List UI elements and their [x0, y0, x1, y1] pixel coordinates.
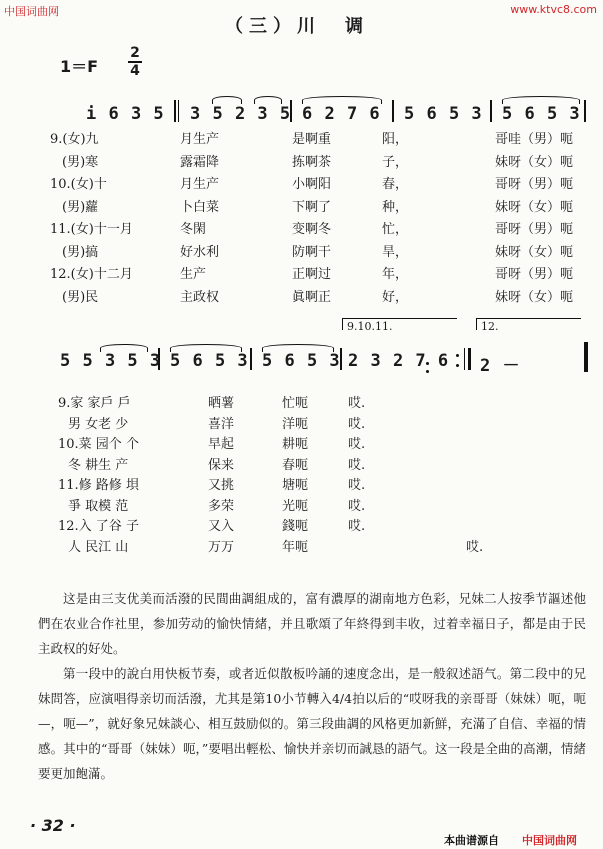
lyric-cell: 露霜降 [180, 154, 220, 170]
lyric-cell: 保来 [208, 457, 235, 473]
lyric-cell: 种， [382, 199, 409, 215]
lyric-cell: 哎. [348, 519, 366, 534]
lyric-cell: 男 女老 少 [68, 416, 129, 432]
lyric-cell: 錢呃 [282, 519, 309, 534]
lyric-cell: 9.(女)九 [50, 132, 99, 147]
lyric-cell: 卜白菜 [180, 199, 220, 215]
paragraph-1: 这是由三支优美而活潑的民間曲調組成的，富有濃厚的湖南地方色彩，兄妹二人按季节謳述他們在农业合作社里，参加劳动的愉快情緒，并且歌頌了年終得到丰收，过着幸福日子，都是由于民主政权的好处。 [38, 591, 586, 656]
lyric-cell: 冬 耕生 产 [68, 457, 129, 473]
lyric-cell: 洋呃 [282, 416, 309, 432]
lyric-cell: 喜洋 [208, 416, 235, 432]
lyric-cell: 阳， [382, 132, 409, 147]
measure: 5 6 5 3 [262, 351, 341, 371]
lyric-cell: 早起 [208, 437, 235, 452]
lyric-cell: 11.修 路修 垻 [58, 478, 139, 493]
measure: 3 5 2 3 5 [190, 104, 292, 124]
lyric-cell: 12.(女)十二月 [50, 267, 133, 282]
lyric-cell: 妹呀（女）呃 [495, 244, 574, 260]
lyric-cell: 哎. [348, 437, 366, 452]
lyric-cell: 忙， [382, 222, 409, 237]
lyric-cell: 月生产 [180, 132, 220, 147]
measure: i 6 3 5 [86, 104, 165, 124]
lyric-cell: 哎. [348, 396, 366, 411]
lyric-cell: 是啊重 [292, 132, 332, 147]
lyric-cell: (男)搞 [62, 244, 99, 260]
lyric-cell: 晒薯 [208, 396, 235, 411]
lyric-cell: 眞啊正 [292, 289, 332, 305]
measure: 5 5 3 5 3 [60, 351, 162, 371]
lyric-cell: 光呃 [282, 498, 309, 514]
lyric-cell: 多荣 [208, 498, 235, 514]
lyric-cell: 好， [382, 289, 409, 305]
measure: 6 2 7 6 [302, 104, 381, 124]
lyric-cell: 年呃 [282, 539, 309, 555]
key-signature: 1＝F [60, 57, 99, 76]
volta-1: 9.10.11. [342, 318, 457, 330]
page-title: （三）川 调 [225, 16, 369, 37]
measure: 2 － [480, 356, 521, 376]
measure: 5 6 5 3 [170, 351, 249, 371]
lyric-cell: 年， [382, 267, 409, 282]
lyric-cell: 拣啊茶 [292, 154, 332, 170]
lyric-cell: 哥呀（男）呃 [495, 177, 574, 192]
lyric-cell: 哎. [348, 478, 366, 493]
lyric-cell: 妹呀（女）呃 [495, 199, 574, 215]
paragraph-2: 第一段中的說白用快板节奏，或者近似散板吟誦的速度念出，是一般叙述語气。第二段中的兄妹問答，应演唱得亲切而活潑，尤其是第10小节轉入4/4拍以后的“哎呀我的亲哥哥（妹妹）呃，呃—，呃—”，就好象兄妹談心、相互鼓励似的。第三段曲調的风格更加新鮮，充滿了自信、幸福的情感。其中的“哥哥（妹妹）呃，”要唱出輕松、愉快并亲切而誠恳的語气。这一段是全曲的高潮，情緒要更加飽滿。 [38, 666, 586, 781]
lyric-cell: (男)蘿 [62, 199, 99, 215]
lyric-cell: 10.菜 园个 个 [58, 437, 139, 452]
lyric-cell: 子， [382, 154, 409, 170]
time-denominator: 4 [130, 63, 140, 79]
lyric-cell: 冬閑 [180, 222, 207, 237]
lyric-cell: 哥呀（男）呃 [495, 222, 574, 237]
lyric-cell: 旱， [382, 244, 409, 260]
lyric-cell: 生产 [180, 267, 207, 282]
lyric-cell: 人 民江 山 [68, 539, 129, 555]
lyric-cell: (男)民 [62, 289, 99, 305]
lyric-cell: 哎. [348, 457, 366, 473]
lyric-cell: 哎. [348, 498, 366, 514]
lyric-cell: 妹呀（女）呃 [495, 154, 574, 170]
watermark-left: 中国词曲网 [4, 5, 59, 18]
lyric-cell: 正啊过 [292, 267, 332, 282]
lyric-cell: 10.(女)十 [50, 177, 107, 192]
measure: 2 3 2 7 6 [348, 351, 450, 371]
lyric-cell: 塘呃 [282, 478, 309, 493]
lyric-cell: 爭 取模 范 [68, 498, 129, 514]
time-signature [128, 46, 142, 78]
lyric-cell: 妹呀（女）呃 [495, 289, 574, 305]
lyric-cell: 月生产 [180, 177, 220, 192]
lyric-cell: 防啊干 [292, 244, 332, 260]
lyric-cell: 忙呃 [282, 396, 309, 411]
lyric-cell: 哥呀（男）呃 [495, 267, 574, 282]
lyric-cell: 变啊冬 [292, 222, 332, 237]
volta-2: 12. [476, 318, 581, 330]
lyric-cell: 春呃 [282, 457, 309, 473]
lyric-cell: 主政权 [180, 289, 220, 305]
lyric-cell: 小啊阳 [292, 177, 332, 192]
lyric-cell: 耕呃 [282, 437, 309, 452]
measure: 5 6 5 3 [502, 104, 581, 124]
lyric-cell: 又挑 [208, 478, 235, 493]
lyric-cell: 春， [382, 177, 409, 192]
lyric-cell: (男)寒 [62, 154, 99, 170]
measure: 5 6 5 3 [404, 104, 483, 124]
watermark-bottom: 中国词曲网 [522, 834, 577, 847]
lyric-cell: 9.家 家戶 戶 [58, 396, 131, 411]
lyric-cell: 哥哇（男）呃 [495, 132, 574, 147]
lyric-cell: 又入 [208, 519, 235, 534]
page-number: · 32 · [30, 816, 76, 835]
lyric-cell: 12.入 了谷 子 [58, 519, 139, 534]
watermark-right: www.ktvc8.com [510, 3, 597, 16]
time-numerator: 2 [130, 45, 140, 61]
source-note: 本曲谱源自 [444, 834, 499, 847]
lyric-cell: 哎. [466, 539, 484, 555]
lyric-cell: 11.(女)十一月 [50, 222, 133, 237]
lyric-cell: 哎. [348, 416, 366, 432]
lyric-cell: 好水利 [180, 244, 220, 260]
lyric-cell: 万万 [208, 539, 235, 555]
lyric-cell: 下啊了 [292, 199, 332, 215]
